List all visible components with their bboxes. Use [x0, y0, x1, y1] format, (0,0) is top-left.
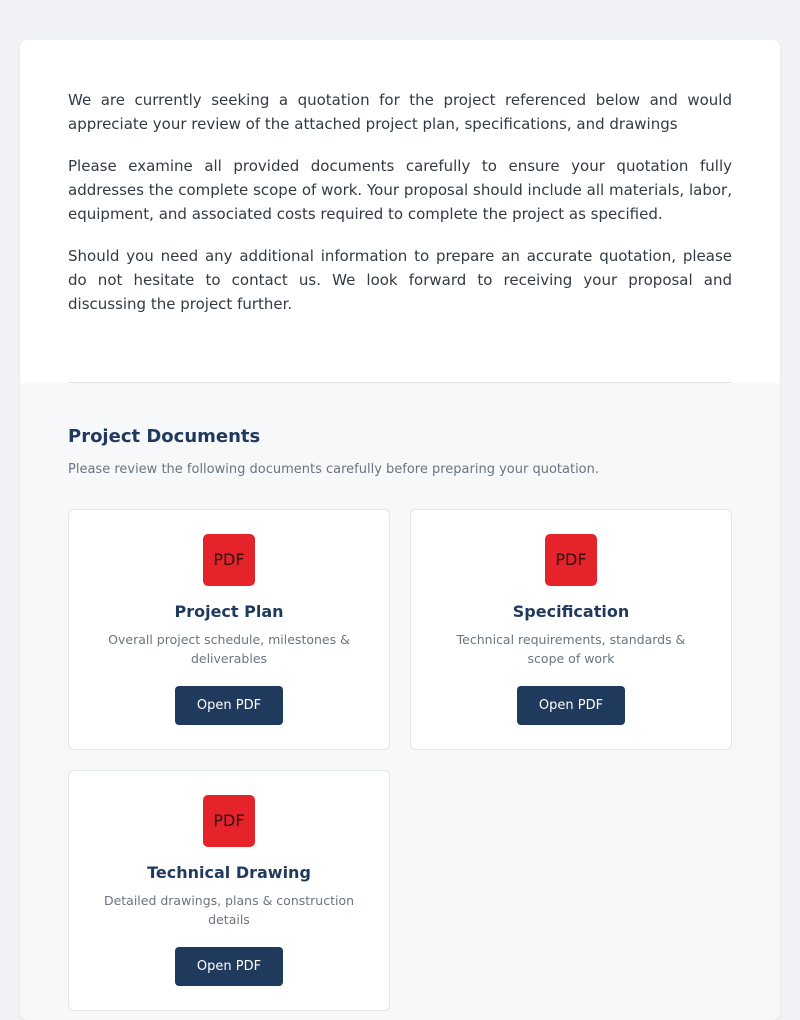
letter-paragraph-1: We are currently seeking a quotation for the project referenced below and would appreciate your review of the attached project plan, specifications, and drawings [68, 91, 732, 133]
letter-body [20, 40, 780, 382]
document-card-specification [410, 509, 732, 750]
open-pdf-button[interactable]: Open PDF [175, 947, 283, 986]
pdf-icon: PDF [203, 534, 255, 586]
open-pdf-button[interactable]: Open PDF [517, 686, 625, 725]
open-pdf-button[interactable]: Open PDF [175, 686, 283, 725]
pdf-icon: PDF [545, 534, 597, 586]
documents-title: Project Documents [68, 426, 261, 447]
letter-paragraph-2: Please examine all provided documents carefully to ensure your quotation fully addresses the complete scope of work. Your proposal should include all materials, labor, equipment, and associated costs required to complete the project as specified. [68, 157, 732, 223]
document-description: Technical requirements, standards & scope of work [456, 632, 686, 666]
project-documents-section [20, 383, 780, 1020]
document-description: Detailed drawings, plans & construction details [103, 893, 355, 927]
quotation-request-card [20, 40, 780, 1020]
document-card-technical-drawing [68, 770, 390, 1011]
document-description: Overall project schedule, milestones & deliverables [108, 632, 350, 666]
document-card-project-plan [68, 509, 390, 750]
documents-subtitle: Please review the following documents carefully before preparing your quotation. [68, 462, 600, 477]
pdf-icon: PDF [203, 795, 255, 847]
document-title: Specification [512, 602, 630, 621]
document-title: Technical Drawing [147, 863, 311, 882]
letter-paragraph-3: Should you need any additional information to prepare an accurate quotation, please do not hesitate to contact us. We look forward to receiving your proposal and discussing the project further. [68, 247, 732, 313]
document-title: Project Plan [174, 602, 284, 621]
